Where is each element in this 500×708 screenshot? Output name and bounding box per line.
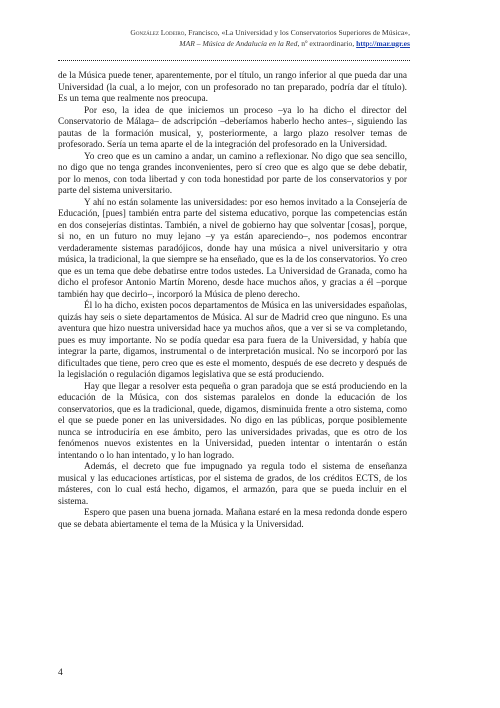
header-journal: MAR – Música de Andalucía en la Red: [179, 38, 298, 48]
page-number: 4: [58, 668, 63, 678]
header-line-1: [130, 28, 410, 39]
paragraph: Él lo ha dicho, existen pocos departamentos de Música en las universidades españolas, quizás hay seis o siete departamentos de Música. Al sur de Madrid creo que ninguno. Es una aventura que hizo nuestra universidad hace ya muchos años, que a ver si se va completando, pues es muy importante. No se podía quedar esa para fuera de la Universidad, y había que integrar la parte, digamos, instrumental o de interpretación musical. No se incorporó por las dificultades que tiene, pero creo que es este el momento, después de ese decreto y después de la legislación o regulación digamos legislativa que se está produciendo.: [58, 301, 407, 380]
paragraph: de la Música puede tener, aparentemente, por el título, un rango inferior al que pueda dar una Universidad (la cual, a lo mejor, con un profesorado no tan preparado, podría dar el título). Es un tema que realmente nos preocupa.: [58, 71, 407, 104]
running-header: [130, 28, 410, 49]
paragraph: Yo creo que es un camino a andar, un camino a reflexionar. No digo que sea sencillo, no digo que no tenga grandes inconvenientes, pero sí creo que es algo que se debe debatir, por lo menos, con toda libertad y con toda honestidad por parte de los conservatorios y por parte del sistema universitario.: [58, 151, 407, 196]
paragraph: Por eso, la idea de que iniciemos un proceso –ya lo ha dicho el director del Conservatorio de Málaga– de adscripción –deberíamos haberlo hecho antes–, siguiendo las pautas de la formación musical, y, posteriormente, a largo plazo resolver temas de profesorado. Sería un tema aparte el de la integración del profesorado en la Universidad.: [58, 105, 407, 150]
header-rule: [58, 60, 410, 61]
paragraph: Espero que pasen una buena jornada. Mañana estaré en la mesa redonda donde espero que se debata abiertamente el tema de la Música y la Universidad.: [58, 508, 407, 530]
header-link[interactable]: http://mar.ugr.es: [356, 38, 410, 48]
header-author: González Lodeiro: [130, 28, 185, 37]
paragraph: Además, el decreto que fue impugnado ya regula todo el sistema de enseñanza musical y las educaciones artísticas, por el sistema de grados, de los créditos ECTS, de los másteres, con lo cual está hecho, digamos, el armazón, para que se pueda incluir en el sistema.: [58, 462, 407, 507]
paragraph: Hay que llegar a resolver esta pequeña o gran paradoja que se está produciendo en la educación de la Música, con dos sistemas paralelos en donde la educación de los conservatorios, que es la tradicional, quede, digamos, disminuida frente a otro sistema, como el que se puede poner en las universidades. No digo en las públicas, porque posiblemente nunca se introduciría en ese ámbito, pero las universidades privadas, que es otro de los fenómenos nuevos existentes en la Universidad, pueden intentar o intentarán o están intentando o lo han intentado, y lo han logrado.: [58, 381, 407, 461]
body-text: [58, 71, 407, 531]
header-author-rest: , Francisco, «La Universidad y los Conservatorios Superiores de Música»,: [184, 28, 410, 37]
header-issue: , nº extraordinario,: [297, 38, 357, 48]
paragraph: Y ahí no están solamente las universidades: por eso hemos invitado a la Consejería de Educación, [pues] también entra parte del sistema educativo, porque las competencias están en dos consejerías distintas. También, a nivel de gobierno hay que solventar [cosas], porque, si no, en un futuro no muy lejano –y ya están apareciendo–, nos podemos encontrar verdaderamente sistemas paradójicos, donde hay una música a nivel universitario y otra música, la tradicional, la que siempre se ha enseñado, que es la de los conservatorios. Yo creo que es un tema que debe debatirse entre todos ustedes. La Universidad de Granada, como ha dicho el profesor Antonio Martín Moreno, desde hace muchos años, y gracias a él –porque también hay que decirlo–, incorporó la Música de pleno derecho.: [58, 197, 407, 300]
header-line-2: [130, 39, 410, 50]
